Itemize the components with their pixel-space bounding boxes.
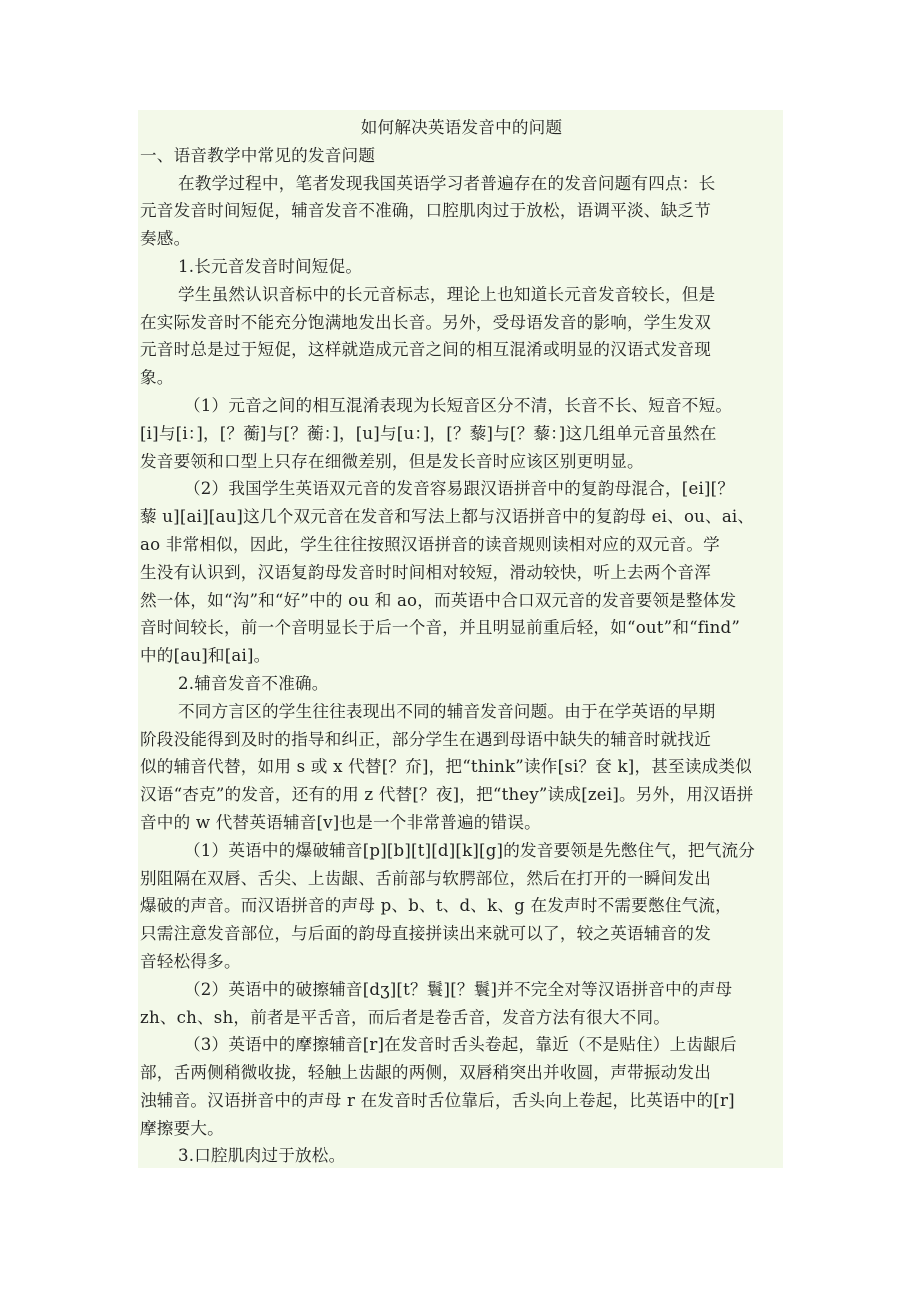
text-line: 摩擦要大。: [140, 1118, 224, 1138]
text-line: 爆破的声音。而汉语拼音的声母 p、b、t、d、k、g 在发声时不需要憋住气流，: [140, 896, 732, 916]
document-body: [138, 110, 783, 1168]
text-line: 阶段没能得到及时的指导和纠正，部分学生在遇到母语中缺失的辅音时就找近: [140, 729, 711, 749]
text-line: ao 非常相似，因此，学生往往按照汉语拼音的读音规则读相对应的双元音。学: [140, 534, 720, 554]
document-title: 如何解决英语发音中的问题: [360, 118, 563, 137]
text-line: 生没有认识到，汉语复韵母发音时时间相对较短，滑动较快，听上去两个音浑: [140, 562, 711, 582]
text-line: （2）我国学生英语双元音的发音容易跟汉语拼音中的复韵母混合，[ei][？: [184, 479, 735, 499]
text-line: 学生虽然认识音标中的长元音标志，理论上也知道长元音发音较长，但是: [178, 284, 716, 304]
text-line: zh、ch、sh，前者是平舌音，而后者是卷舌音，发音方法有很大不同。: [140, 1007, 671, 1027]
text-line: （1）英语中的爆破辅音[p][b][t][d][k][g]的发音要领是先憋住气，把气流分: [184, 840, 756, 860]
text-line: （3）英语中的摩擦辅音[r]在发音时舌头卷起，靠近（不是贴住）上齿龈后: [184, 1035, 737, 1055]
text-line: 藜 u][ai][au]这几个双元音在发音和写法上都与汉语拼音中的复韵母 ei、ou、ai、: [140, 507, 755, 527]
text-line: 不同方言区的学生往往表现出不同的辅音发音问题。由于在学英语的早期: [178, 701, 716, 721]
text-line: 3.口腔肌肉过于放松。: [178, 1146, 346, 1166]
text-line: 1.长元音发音时间短促。: [178, 256, 363, 276]
text-line: 在教学过程中，笔者发现我国英语学习者普遍存在的发音问题有四点：长: [178, 173, 716, 193]
text-line: 汉语“杏克”的发音，还有的用 z 代替[？夜]，把“they”读成[zei]。另外，用汉语拼: [140, 785, 754, 805]
text-line: 音中的 w 代替英语辅音[v]也是一个非常普遍的错误。: [140, 812, 541, 832]
text-line: 然一体，如“沟”和“好”中的 ou 和 ao，而英语中合口双元音的发音要领是整体发: [140, 590, 737, 610]
text-line: 别阻隔在双唇、舌尖、上齿龈、舌前部与软腭部位，然后在打开的一瞬间发出: [140, 868, 711, 888]
text-line: 象。: [140, 368, 174, 388]
text-line: 似的辅音代替，如用 s 或 x 代替[？夼]，把“think”读作[si？奁 k]，甚至读成类似: [140, 757, 753, 777]
text-line: 只需注意发音部位，与后面的韵母直接拼读出来就可以了，较之英语辅音的发: [140, 924, 711, 944]
text-line: 元音时总是过于短促，这样就造成元音之间的相互混淆或明显的汉语式发音现: [140, 340, 711, 360]
text-line: （2）英语中的破擦辅音[dʒ][t？鬟][？鬟]并不完全对等汉语拼音中的声母: [184, 979, 733, 999]
text-line: 在实际发音时不能充分饱满地发出长音。另外，受母语发音的影响，学生发双: [140, 312, 711, 332]
text-line: 浊辅音。汉语拼音中的声母 r 在发音时舌位靠后，舌头向上卷起，比英语中的[r]: [140, 1090, 735, 1110]
text-line: 一、语音教学中常见的发音问题: [140, 145, 376, 165]
document-lines: [140, 142, 783, 1170]
text-line: 部，舌两侧稍微收拢，轻触上齿龈的两侧，双唇稍突出并收圆，声带振动发出: [140, 1063, 711, 1083]
text-line: 元音发音时间短促，辅音发音不准确，口腔肌肉过于放松，语调平淡、缺乏节: [140, 201, 711, 221]
text-line: 奏感。: [140, 229, 191, 249]
text-line: 发音要领和口型上只存在细微差别，但是发长音时应该区别更明显。: [140, 451, 644, 471]
text-line: 中的[au]和[ai]。: [140, 646, 271, 666]
text-line: 音时间较长，前一个音明显长于后一个音，并且明显前重后轻，如“out”和“find”: [140, 618, 741, 638]
text-line: （1）元音之间的相互混淆表现为长短音区分不清，长音不长、短音不短。: [184, 395, 733, 415]
text-line: [i]与[i：]，[？蘅]与[？蘅：]，[u]与[u：]，[？藜]与[？藜：]这几组单元音虽然在: [140, 423, 717, 443]
text-line: 音轻松得多。: [140, 951, 241, 971]
text-line: 2.辅音发音不准确。: [178, 673, 329, 693]
